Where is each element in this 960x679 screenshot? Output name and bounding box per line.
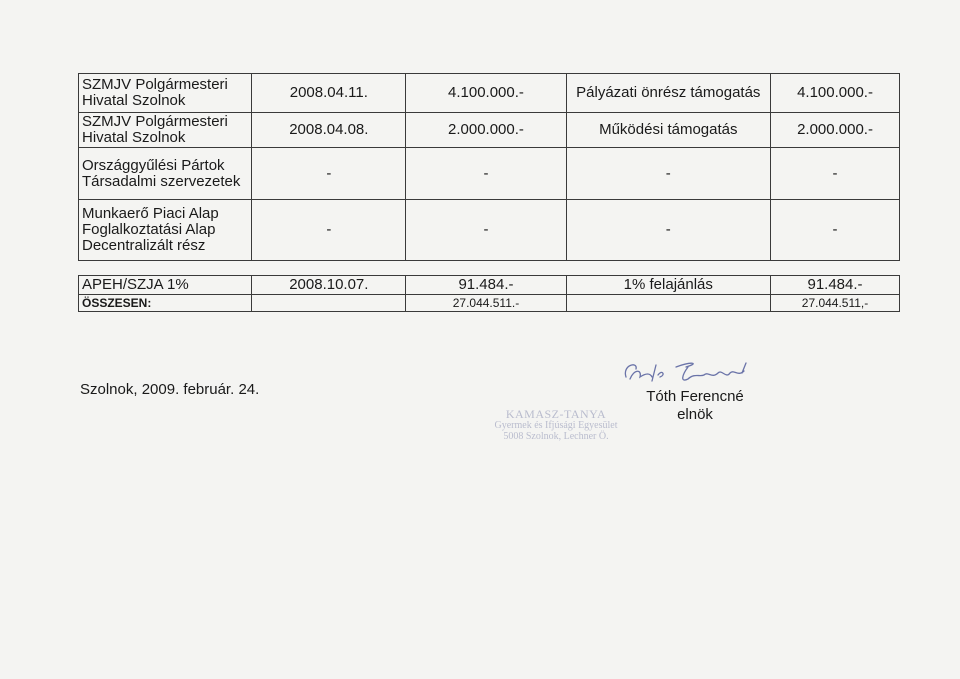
empty-cell: [252, 295, 406, 312]
date-cell: -: [252, 148, 406, 200]
total-label: ÖSSZESEN:: [79, 295, 252, 312]
purpose-cell: Működési támogatás: [566, 113, 770, 148]
stamp-line2: Gyermek és Ifjúsági Egyesület: [494, 420, 618, 431]
amount2-cell: -: [771, 148, 900, 200]
purpose-cell: 1% felajánlás: [566, 276, 770, 295]
table-row: [79, 148, 900, 200]
spacer-cell: [79, 261, 252, 276]
empty-cell: [566, 295, 770, 312]
org-cell: SZMJV Polgármesteri Hivatal Szolnok: [79, 113, 252, 148]
table-row: [79, 74, 900, 113]
date-cell: 2008.10.07.: [252, 276, 406, 295]
table-row: [79, 276, 900, 295]
stamp-line1: KAMASZ-TANYA: [505, 407, 607, 421]
table-spacer-row: [79, 261, 900, 276]
date-cell: 2008.04.08.: [252, 113, 406, 148]
spacer-cell: [252, 261, 406, 276]
amount2-cell: 2.000.000.-: [771, 113, 900, 148]
org-cell: APEH/SZJA 1%: [79, 276, 252, 295]
spacer-cell: [771, 261, 900, 276]
stamp-imprint: [486, 409, 626, 442]
amount2-cell: -: [771, 200, 900, 261]
date-cell: 2008.04.11.: [252, 74, 406, 113]
amount-cell: 2.000.000.-: [406, 113, 566, 148]
signer-title: elnök: [677, 406, 713, 423]
amount2-cell: 91.484.-: [771, 276, 900, 295]
stamp-line3: 5008 Szolnok, Lechner Ö.: [503, 431, 609, 442]
amount-cell: -: [406, 148, 566, 200]
org-cell: Munkaerő Piaci Alap Foglalkoztatási Alap Decentralizált rész: [79, 200, 252, 261]
signer-block: [620, 388, 770, 424]
total-amount: 27.044.511.-: [406, 295, 566, 312]
spacer-cell: [406, 261, 566, 276]
table-row: [79, 113, 900, 148]
amount-cell: -: [406, 200, 566, 261]
amount-cell: 91.484.-: [406, 276, 566, 295]
org-cell: Országgyűlési Pártok Társadalmi szervezetek: [79, 148, 252, 200]
spacer-cell: [566, 261, 770, 276]
purpose-cell: -: [566, 148, 770, 200]
signer-name: Tóth Ferencné: [646, 388, 744, 405]
signature-image: [612, 355, 772, 391]
date-cell: -: [252, 200, 406, 261]
amount-cell: 4.100.000.-: [406, 74, 566, 113]
total-row: [79, 295, 900, 312]
amount2-cell: 4.100.000.-: [771, 74, 900, 113]
purpose-cell: Pályázati önrész támogatás: [566, 74, 770, 113]
org-cell: SZMJV Polgármesteri Hivatal Szolnok: [79, 74, 252, 113]
table-row: [79, 200, 900, 261]
support-table: [78, 73, 900, 312]
total-amount2: 27.044.511,-: [771, 295, 900, 312]
purpose-cell: -: [566, 200, 770, 261]
place-date: Szolnok, 2009. február. 24.: [80, 381, 260, 398]
